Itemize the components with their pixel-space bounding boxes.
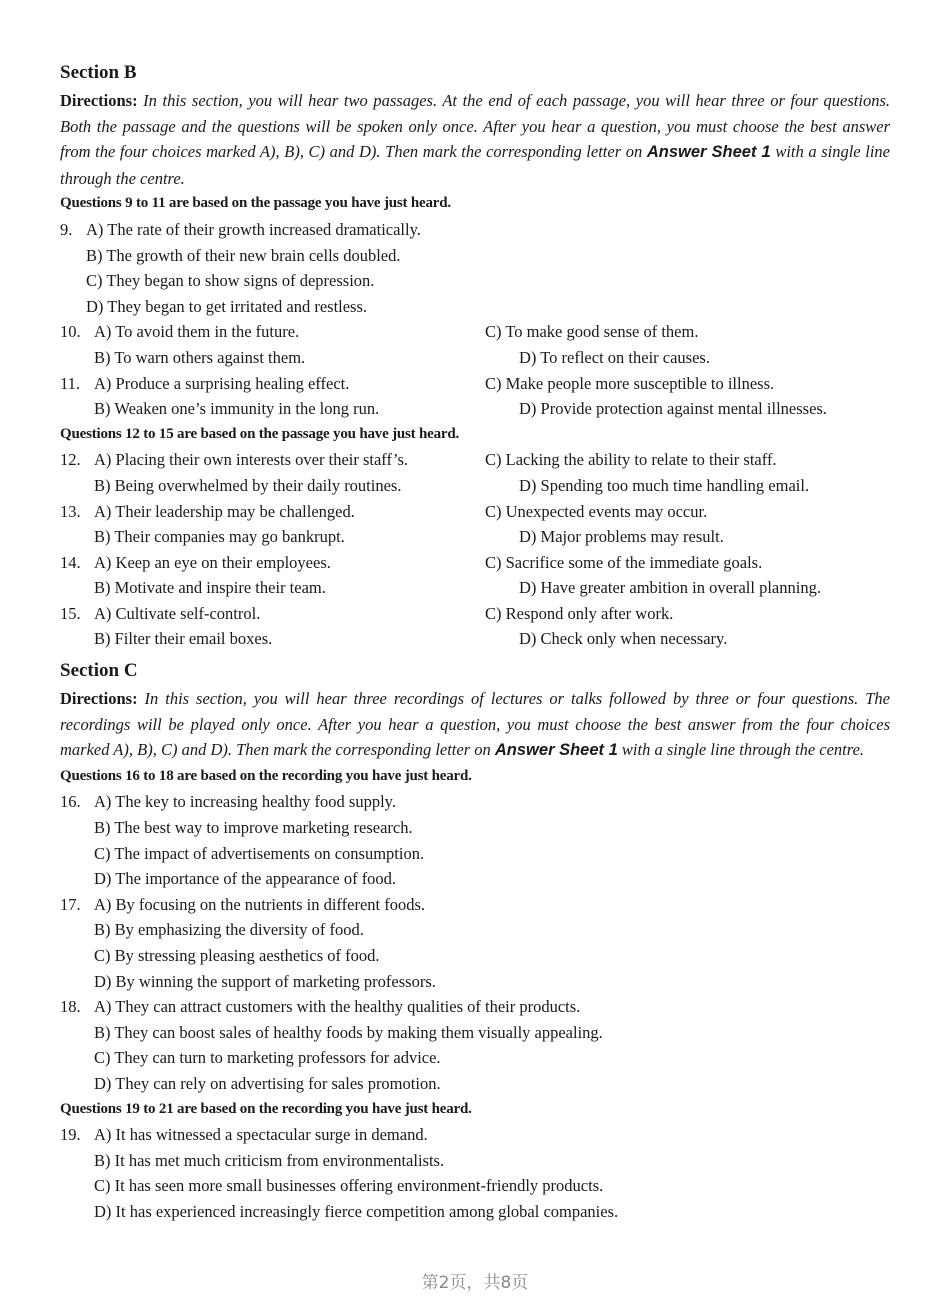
question-19 [60, 1122, 890, 1224]
question-number: 11. [60, 373, 81, 393]
question-number: 19. [60, 1125, 81, 1145]
directions-label: Directions: [60, 91, 138, 110]
option-a: A) Placing their own interests over their staff’s. [94, 450, 409, 470]
question-13 [60, 499, 890, 550]
option-a: A) By focusing on the nutrients in different foods. [94, 894, 426, 914]
option-c: C) Lacking the ability to relate to their staff. [485, 450, 777, 470]
option-b: B) They can boost sales of healthy foods by making them visually appealing. [94, 1022, 603, 1042]
directions-label: Directions: [60, 689, 138, 709]
option-d: D) Check only when necessary. [519, 629, 728, 649]
question-17 [60, 892, 890, 994]
question-number: 13. [60, 501, 81, 521]
question-group-heading: Questions 12 to 15 are based on the passage you have just heard. [60, 425, 460, 442]
answer-sheet-ref: Answer Sheet 1 [646, 143, 771, 162]
option-b: B) Their companies may go bankrupt. [94, 527, 345, 547]
option-a: A) They can attract customers with the healthy qualities of their products. [94, 997, 581, 1017]
option-d: D) By winning the support of marketing professors. [94, 971, 436, 991]
option-d: D) Major problems may result. [519, 527, 724, 547]
question-number: 17. [60, 894, 81, 914]
option-a: A) Cultivate self-control. [94, 603, 261, 623]
option-d: D) Provide protection against mental illnesses. [519, 399, 827, 419]
question-15 [60, 601, 890, 652]
option-d: D) Spending too much time handling email. [519, 475, 810, 495]
question-18 [60, 994, 890, 1096]
option-c: C) Unexpected events may occur. [485, 501, 708, 521]
option-c: C) They can turn to marketing professors for advice. [94, 1048, 441, 1068]
exam-page [60, 60, 890, 1225]
answer-sheet-ref: Answer Sheet 1 [494, 741, 618, 760]
directions-text: In this section, you will hear two passages. At the end of each passage, you will hear three or four questions. Both the passage and the questions will be spoken only once. After you hear a question, you must choose the best answer from the four choices marked A), B), C) and D). Then mark the corresponding letter on [60, 91, 890, 162]
question-number: 14. [60, 552, 81, 572]
option-c: C) Sacrifice some of the immediate goals. [485, 552, 763, 572]
option-c: C) It has seen more small businesses offering environment-friendly products. [94, 1176, 604, 1196]
page-footer: 第2页，共8页 [421, 1273, 529, 1293]
directions-text: In this section, you will hear three recordings of lectures or talks followed by three or four questions. The recordings will be played only once. After you hear a question, you must choose the best answer from the four choices marked A), B), C) and D). Then mark the corresponding letter on [60, 689, 890, 760]
option-c: C) Make people more susceptible to illness. [485, 373, 775, 393]
option-b: B) Weaken one’s immunity in the long run. [94, 399, 380, 419]
question-number: 16. [60, 792, 81, 812]
question-group-heading: Questions 9 to 11 are based on the passage you have just heard. [60, 195, 451, 212]
question-number: 10. [60, 322, 81, 342]
question-16 [60, 789, 890, 891]
section-b-title: Section B [60, 62, 137, 83]
option-a: A) Keep an eye on their employees. [94, 552, 331, 572]
option-b: B) The growth of their new brain cells doubled. [86, 245, 401, 265]
option-d: D) They began to get irritated and restless. [86, 296, 368, 316]
question-11 [60, 371, 890, 422]
option-d: D) They can rely on advertising for sales promotion. [94, 1073, 441, 1093]
question-number: 12. [60, 450, 81, 470]
question-group-heading: Questions 19 to 21 are based on the recording you have just heard. [60, 1100, 472, 1117]
option-a: A) It has witnessed a spectacular surge in demand. [94, 1125, 428, 1145]
option-a: A) Produce a surprising healing effect. [94, 373, 350, 393]
directions-text-end: with a single line through the centre. [617, 740, 865, 760]
question-14 [60, 550, 890, 601]
option-d: D) The importance of the appearance of food. [94, 869, 397, 889]
option-c: C) The impact of advertisements on consumption. [94, 843, 425, 863]
option-b: B) Filter their email boxes. [94, 629, 273, 649]
option-b: B) Motivate and inspire their team. [94, 578, 326, 598]
section-b-directions [60, 88, 890, 191]
question-number: 9. [60, 219, 73, 239]
section-c-title: Section C [60, 660, 138, 682]
question-number: 18. [60, 997, 81, 1017]
option-b: B) The best way to improve marketing research. [94, 818, 413, 838]
option-b: B) To warn others against them. [94, 347, 306, 367]
section-c-directions [60, 686, 890, 764]
option-b: B) It has met much criticism from environmentalists. [94, 1150, 445, 1170]
directions-text-end: with a single line through the centre. [60, 142, 890, 188]
option-a: A) The key to increasing healthy food supply. [94, 792, 396, 812]
option-d: D) To reflect on their causes. [519, 347, 710, 367]
option-b: B) By emphasizing the diversity of food. [94, 920, 364, 940]
option-d: D) It has experienced increasingly fierce competition among global companies. [94, 1201, 619, 1221]
option-c: C) Respond only after work. [485, 603, 674, 623]
option-c: C) To make good sense of them. [485, 322, 699, 342]
option-a: A) The rate of their growth increased dramatically. [86, 219, 421, 239]
option-a: A) Their leadership may be challenged. [94, 501, 355, 521]
option-d: D) Have greater ambition in overall planning. [519, 578, 821, 598]
option-b: B) Being overwhelmed by their daily routines. [94, 475, 402, 495]
question-12 [60, 447, 890, 498]
option-c: C) They began to show signs of depression. [86, 271, 375, 291]
question-group-heading: Questions 16 to 18 are based on the recording you have just heard. [60, 767, 472, 784]
option-c: C) By stressing pleasing aesthetics of food. [94, 946, 380, 965]
option-a: A) To avoid them in the future. [94, 322, 300, 342]
question-9 [60, 217, 890, 319]
question-number: 15. [60, 603, 81, 623]
question-10 [60, 319, 890, 370]
